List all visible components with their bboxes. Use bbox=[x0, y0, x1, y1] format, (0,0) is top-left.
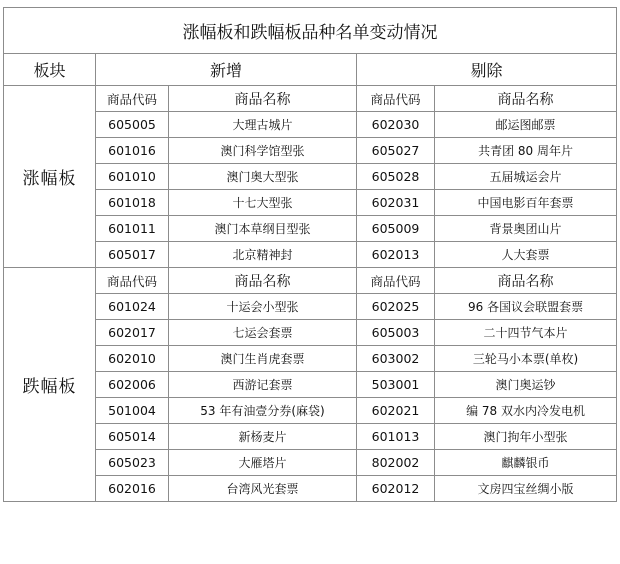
removed-code-header: 商品代码 bbox=[357, 268, 435, 294]
added-product-name: 大雁塔片 bbox=[169, 450, 357, 476]
added-product-name: 十运会小型张 bbox=[169, 294, 357, 320]
added-product-name: 大理古城片 bbox=[169, 112, 357, 138]
board-label: 涨幅板 bbox=[4, 86, 96, 268]
added-product-name: 七运会套票 bbox=[169, 320, 357, 346]
removed-product-code: 802002 bbox=[357, 450, 435, 476]
sub-header-row bbox=[4, 86, 617, 112]
removed-product-code: 602025 bbox=[357, 294, 435, 320]
added-column-header: 新增 bbox=[96, 54, 357, 86]
table-row bbox=[4, 242, 617, 268]
table-row bbox=[4, 190, 617, 216]
added-product-code: 605017 bbox=[96, 242, 169, 268]
added-product-name: 新杨麦片 bbox=[169, 424, 357, 450]
added-product-name: 十七大型张 bbox=[169, 190, 357, 216]
removed-product-code: 602013 bbox=[357, 242, 435, 268]
added-product-code: 602010 bbox=[96, 346, 169, 372]
removed-product-name: 澳门奥运钞 bbox=[435, 372, 617, 398]
removed-product-name: 二十四节气本片 bbox=[435, 320, 617, 346]
table-row bbox=[4, 346, 617, 372]
section-header-row bbox=[4, 54, 617, 86]
removed-product-name: 澳门拘年小型张 bbox=[435, 424, 617, 450]
removed-product-name: 邮运图邮票 bbox=[435, 112, 617, 138]
removed-product-code: 602012 bbox=[357, 476, 435, 502]
table-row bbox=[4, 216, 617, 242]
table-row bbox=[4, 164, 617, 190]
change-list-table bbox=[3, 7, 617, 502]
removed-product-name: 文房四宝丝绸小版 bbox=[435, 476, 617, 502]
added-product-name: 53 年有油壹分券(麻袋) bbox=[169, 398, 357, 424]
removed-product-code: 602021 bbox=[357, 398, 435, 424]
removed-product-code: 605028 bbox=[357, 164, 435, 190]
removed-column-header: 剔除 bbox=[357, 54, 617, 86]
removed-product-name: 背景奥团山片 bbox=[435, 216, 617, 242]
added-product-code: 601010 bbox=[96, 164, 169, 190]
table-row bbox=[4, 372, 617, 398]
added-product-code: 605005 bbox=[96, 112, 169, 138]
removed-code-header: 商品代码 bbox=[357, 86, 435, 112]
table-row bbox=[4, 138, 617, 164]
added-product-code: 602006 bbox=[96, 372, 169, 398]
table-row bbox=[4, 398, 617, 424]
removed-product-code: 605027 bbox=[357, 138, 435, 164]
added-product-code: 605023 bbox=[96, 450, 169, 476]
removed-product-name: 共青团 80 周年片 bbox=[435, 138, 617, 164]
table-row bbox=[4, 112, 617, 138]
added-product-name: 澳门科学馆型张 bbox=[169, 138, 357, 164]
added-product-code: 601018 bbox=[96, 190, 169, 216]
removed-product-code: 605003 bbox=[357, 320, 435, 346]
added-product-code: 601016 bbox=[96, 138, 169, 164]
added-product-name: 澳门奥大型张 bbox=[169, 164, 357, 190]
added-product-code: 602016 bbox=[96, 476, 169, 502]
removed-product-code: 503001 bbox=[357, 372, 435, 398]
removed-product-name: 中国电影百年套票 bbox=[435, 190, 617, 216]
added-product-name: 西游记套票 bbox=[169, 372, 357, 398]
added-code-header: 商品代码 bbox=[96, 86, 169, 112]
removed-name-header: 商品名称 bbox=[435, 268, 617, 294]
table-row bbox=[4, 294, 617, 320]
removed-product-name: 五届城运会片 bbox=[435, 164, 617, 190]
added-name-header: 商品名称 bbox=[169, 268, 357, 294]
removed-product-name: 编 78 双水内冷发电机 bbox=[435, 398, 617, 424]
added-product-name: 澳门生肖虎套票 bbox=[169, 346, 357, 372]
added-product-code: 602017 bbox=[96, 320, 169, 346]
board-label: 跌幅板 bbox=[4, 268, 96, 502]
table-row bbox=[4, 320, 617, 346]
added-code-header: 商品代码 bbox=[96, 268, 169, 294]
removed-name-header: 商品名称 bbox=[435, 86, 617, 112]
table-row bbox=[4, 424, 617, 450]
added-product-name: 北京精神封 bbox=[169, 242, 357, 268]
removed-product-name: 麒麟银币 bbox=[435, 450, 617, 476]
removed-product-name: 人大套票 bbox=[435, 242, 617, 268]
removed-product-code: 602031 bbox=[357, 190, 435, 216]
added-product-code: 601024 bbox=[96, 294, 169, 320]
removed-product-name: 三轮马小本票(单枚) bbox=[435, 346, 617, 372]
added-name-header: 商品名称 bbox=[169, 86, 357, 112]
removed-product-name: 96 各国议会联盟套票 bbox=[435, 294, 617, 320]
added-product-code: 501004 bbox=[96, 398, 169, 424]
table-row bbox=[4, 476, 617, 502]
title-row bbox=[4, 8, 617, 54]
board-column-header: 板块 bbox=[4, 54, 96, 86]
added-product-name: 台湾风光套票 bbox=[169, 476, 357, 502]
table-row bbox=[4, 450, 617, 476]
sub-header-row bbox=[4, 268, 617, 294]
removed-product-code: 603002 bbox=[357, 346, 435, 372]
added-product-name: 澳门本草纲目型张 bbox=[169, 216, 357, 242]
removed-product-code: 605009 bbox=[357, 216, 435, 242]
removed-product-code: 601013 bbox=[357, 424, 435, 450]
table-title: 涨幅板和跌幅板品种名单变动情况 bbox=[4, 8, 617, 54]
added-product-code: 605014 bbox=[96, 424, 169, 450]
added-product-code: 601011 bbox=[96, 216, 169, 242]
removed-product-code: 602030 bbox=[357, 112, 435, 138]
